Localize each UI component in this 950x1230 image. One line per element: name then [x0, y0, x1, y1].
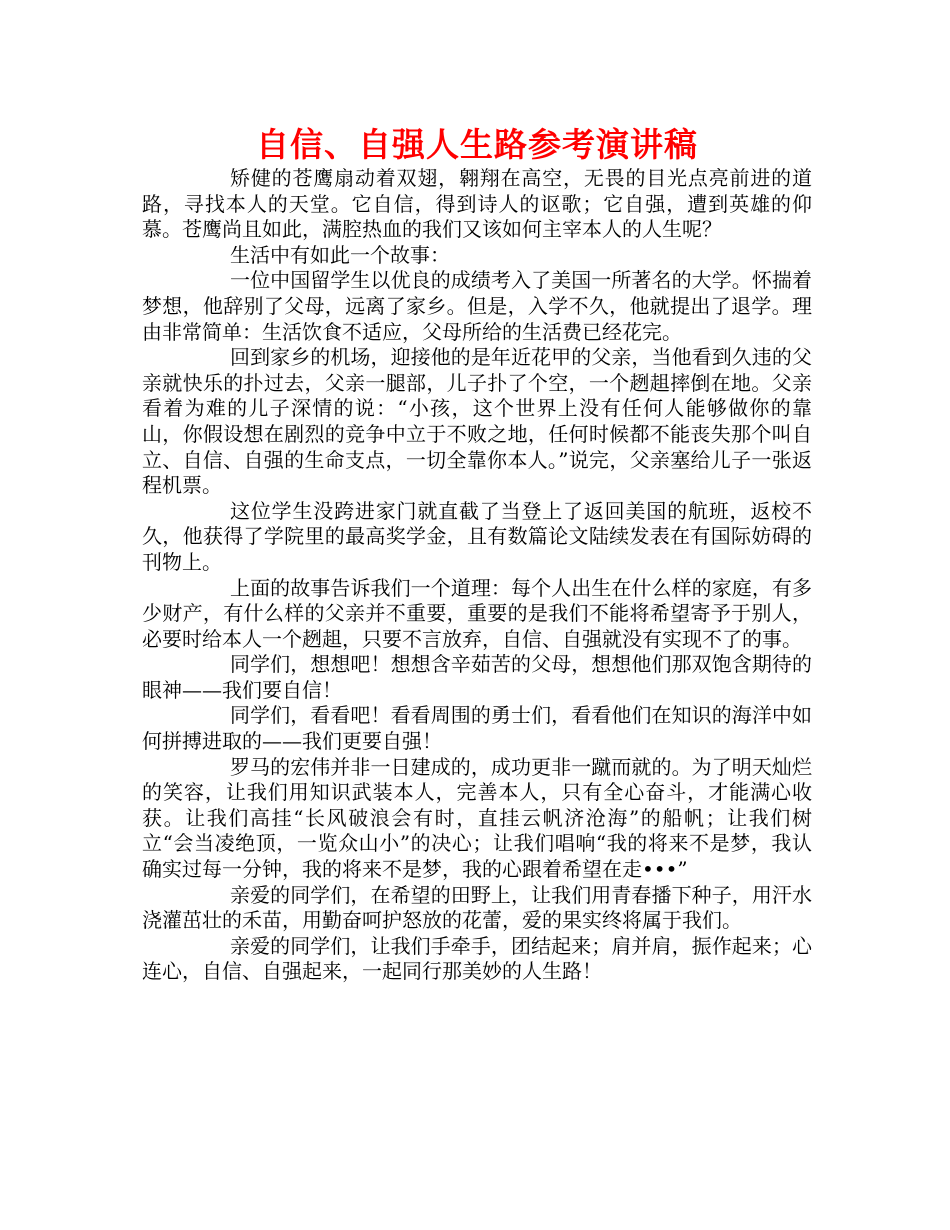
paragraph-3: 一位中国留学生以优良的成绩考入了美国一所著名的大学。怀揣着梦想，他辞别了父母，远离了家乡。但是，入学不久，他就提出了退学。理由非常简单：生活饮食不适应，父母所给的生活费已经花完。: [142, 268, 812, 344]
paragraph-7: 同学们，想想吧！想想含辛茹苦的父母，想想他们那双饱含期待的眼神——我们要自信！: [142, 652, 812, 702]
paragraph-9: 罗马的宏伟并非一日建成的，成功更非一蹴而就的。为了明天灿烂的笑容，让我们用知识武装本人，完善本人，只有全心奋斗，才能满心收获。让我们高挂“长风破浪会有时，直挂云帆济沧海”的船帆；让我们树立“会当凌绝顶，一览众山小”的决心；让我们唱响“我的将来不是梦，我认确实过每一分钟，我的将来不是梦，我的心跟着希望在走•••”: [142, 754, 812, 882]
paragraph-10: 亲爱的同学们，在希望的田野上，让我们用青春播下种子，用汗水浇灌茁壮的禾苗，用勤奋呵护怒放的花蕾，爱的果实终将属于我们。: [142, 882, 812, 933]
paragraph-8: 同学们，看看吧！看看周围的勇士们，看看他们在知识的海洋中如何拼搏进取的——我们更要自强！: [142, 703, 812, 754]
paragraph-5: 这位学生没跨进家门就直截了当登上了返回美国的航班，返校不久，他获得了学院里的最高奖学金，且有数篇论文陆续发表在有国际妨碍的刊物上。: [142, 498, 812, 574]
paragraph-6: 上面的故事告诉我们一个道理：每个人出生在什么样的家庭，有多少财产，有什么样的父亲并不重要，重要的是我们不能将希望寄予于别人，必要时给本人一个趔趄，只要不言放弃，自信、自强就没有实现不了的事。: [142, 575, 812, 651]
paragraph-4: 回到家乡的机场，迎接他的是年近花甲的父亲，当他看到久违的父亲就快乐的扑过去，父亲一腿部，儿子扑了个空，一个趔趄摔倒在地。父亲看着为难的儿子深情的说：“小孩，这个世界上没有任何人能够做你的靠山，你假设想在剧烈的竞争中立于不败之地，任何时候都不能丧失那个叫自立、自信、自强的生命支点，一切全靠你本人。”说完，父亲塞给儿子一张返程机票。: [142, 345, 812, 498]
document-body: [142, 166, 812, 985]
paragraph-2: 生活中有如此一个故事：: [230, 242, 450, 267]
paragraph-1: 矫健的苍鹰扇动着双翅，翱翔在高空，无畏的目光点亮前进的道路，寻找本人的天堂。它自信，得到诗人的讴歌；它自强，遭到英雄的仰慕。苍鹰尚且如此，满腔热血的我们又该如何主宰本人的人生呢？: [142, 166, 812, 242]
document-page: [142, 124, 812, 985]
paragraph-11: 亲爱的同学们，让我们手牵手，团结起来；肩并肩，振作起来；心连心，自信、自强起来，一起同行那美妙的人生路！: [142, 933, 812, 984]
document-title: 自信、自强人生路参考演讲稿: [256, 125, 698, 164]
